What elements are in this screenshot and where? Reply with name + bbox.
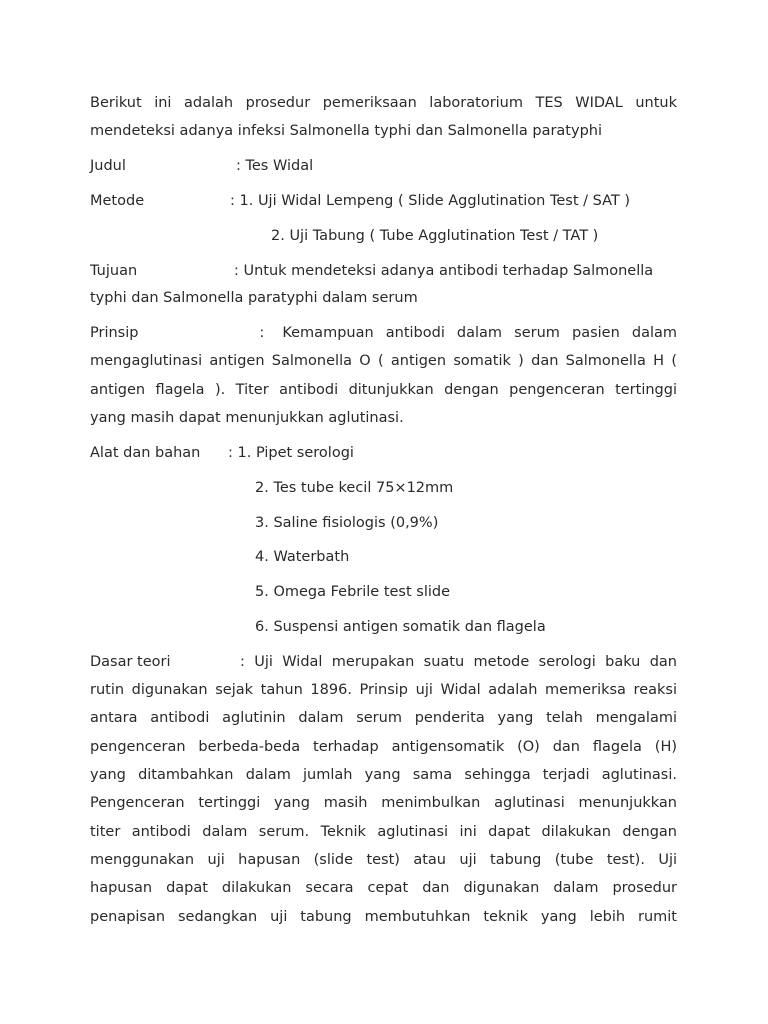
tujuan-line-2: typhi dan Salmonella paratyphi dalam serum [90,290,418,306]
intro-line-2: mendeteksi adanya infeksi Salmonella typhi dan Salmonella paratyphi [90,123,602,139]
dasar-value: : Uji Widal merupakan suatu metode serologi baku dan [240,654,677,670]
metode-label: Metode [90,193,145,209]
dasar-line: Pengenceran tertinggi yang masih menimbulkan aglutinasi menunjukkan [90,795,677,811]
alat-item: : 1. Pipet serologi [228,445,354,461]
prinsip-line-1: Prinsip : Kemampuan antibodi dalam serum pasien dalam [90,325,677,341]
dasar-line: menggunakan uji hapusan (slide test) atau uji tabung (tube test). Uji [90,852,677,868]
judul-label: Judul [90,158,126,174]
prinsip-line-4: yang masih dapat menunjukkan aglutinasi. [90,410,404,426]
alat-label: Alat dan bahan [90,445,201,461]
tujuan-label: Tujuan [90,263,138,279]
dasar-line: rutin digunakan sejak tahun 1896. Prinsip uji Widal adalah memeriksa reaksi [90,682,677,698]
dasar-line: penapisan sedangkan uji tabung membutuhkan teknik yang lebih rumit [90,909,677,925]
alat-item: 6. Suspensi antigen somatik dan flagela [255,619,546,635]
alat-item: 3. Saline fisiologis (0,9%) [255,515,439,531]
dasar-line: titer antibodi dalam serum. Teknik aglutinasi ini dapat dilakukan dengan [90,824,677,840]
alat-item: 4. Waterbath [255,549,350,565]
dasar-line: yang ditambahkan dalam jumlah yang sama sehingga terjadi aglutinasi. [90,767,677,783]
judul-value: : Tes Widal [236,158,314,174]
dasar-line: hapusan dapat dilakukan secara cepat dan digunakan dalam prosedur [90,880,677,896]
intro-line-1: Berikut ini adalah prosedur pemeriksaan laboratorium TES WIDAL untuk [90,95,677,111]
prinsip-line-2: mengaglutinasi antigen Salmonella O ( antigen somatik ) dan Salmonella H ( [90,353,677,369]
alat-item: 2. Tes tube kecil 75×12mm [255,480,454,496]
dasar-line: pengenceran berbeda-beda terhadap antigensomatik (O) dan flagela (H) [90,739,677,755]
prinsip-line-3: antigen flagela ). Titer antibodi ditunjukkan dengan pengenceran tertinggi [90,382,677,398]
tujuan-value: : Untuk mendeteksi adanya antibodi terhadap Salmonella [234,263,654,279]
metode-item-1: : 1. Uji Widal Lempeng ( Slide Agglutination Test / SAT ) [230,193,631,209]
alat-item: 5. Omega Febrile test slide [255,584,451,600]
dasar-label: Dasar teori [90,654,171,670]
metode-item-2: 2. Uji Tabung ( Tube Agglutination Test / TAT ) [271,228,599,244]
dasar-line: antara antibodi aglutinin dalam serum penderita yang telah mengalami [90,710,677,726]
